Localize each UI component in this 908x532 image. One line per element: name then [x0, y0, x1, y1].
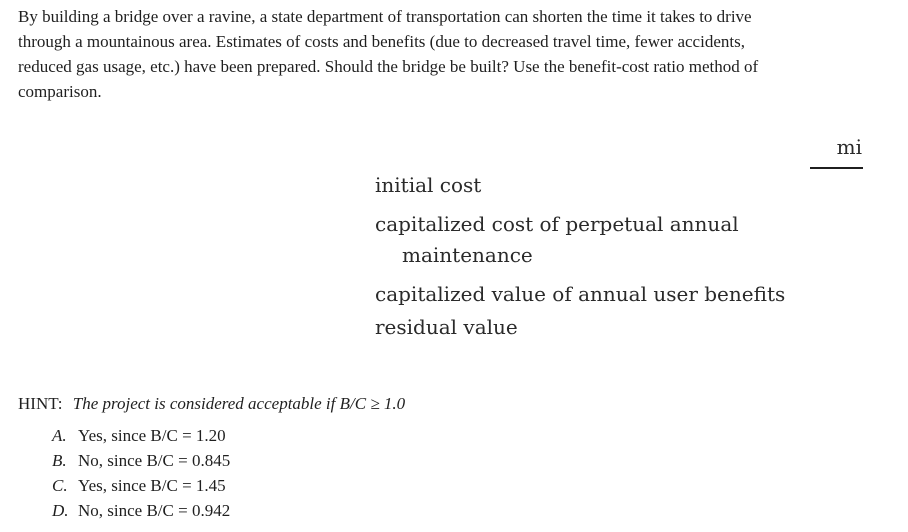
problem-statement-line: through a mountainous area. Estimates of costs and benefits (due to decreased travel time, fewer accidents, [18, 32, 745, 51]
option-d-letter: D. [52, 501, 69, 520]
hint-text: The project is considered acceptable if B/C ≥ 1.0 [72, 394, 406, 413]
table-row-initial-cost: initial cost [375, 173, 482, 197]
hint-line [18, 394, 405, 414]
table-row-capitalized-user-benefits: capitalized value of annual user benefits [375, 282, 786, 306]
problem-statement-line: reduced gas usage, etc.) have been prepared. Should the bridge be built? Use the benefit-cost ratio method of [18, 57, 759, 76]
option-d [52, 501, 230, 521]
option-b-letter: B. [52, 451, 67, 470]
table-row-capitalized-maintenance-line1: capitalized cost of perpetual annual [375, 212, 739, 236]
problem-statement-line: By building a bridge over a ravine, a state department of transportation can shorten the time it takes to drive [18, 7, 752, 26]
option-b [52, 451, 230, 471]
option-d-text: No, since B/C = 0.942 [78, 501, 231, 520]
hint-prefix: HINT: [18, 394, 63, 413]
option-b-text: No, since B/C = 0.845 [78, 451, 231, 470]
option-c-text: Yes, since B/C = 1.45 [78, 476, 226, 495]
option-c-letter: C. [52, 476, 68, 495]
table-value-column-header: mi [836, 135, 862, 159]
option-a [52, 426, 226, 446]
problem-statement-line: comparison. [18, 82, 102, 101]
table-row-residual-value: residual value [375, 315, 518, 339]
table-header-rule [810, 167, 863, 169]
option-c [52, 476, 226, 496]
option-a-letter: A. [52, 426, 67, 445]
table-row-capitalized-maintenance-line2: maintenance [402, 243, 533, 267]
option-a-text: Yes, since B/C = 1.20 [78, 426, 226, 445]
